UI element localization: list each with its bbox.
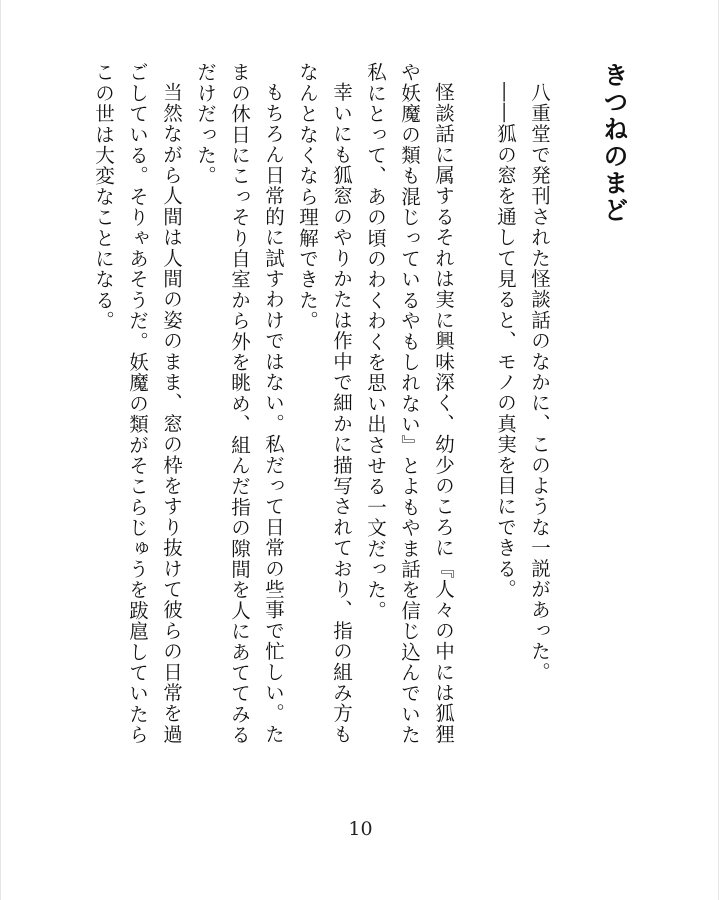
paragraph-1: 怪談話に属するそれは実に興味深く、幼少のころに『人々の中には狐狸や妖魔の類も混じっているやもしれない』とよもやま話を信じ込んでいた私にとって、あの頃のわくわくを思い出させる一文だった。 bbox=[364, 62, 455, 746]
paragraph-4: 当然ながら人間は人間の姿のまま、窓の枠をすり抜けて彼らの日常を過ごしている。そりゃあそうだ。妖魔の類がそこらじゅうを跋扈していたらこの世は大変なことになる。 bbox=[92, 62, 183, 746]
intro-block bbox=[488, 62, 556, 762]
vertical-text-area bbox=[83, 62, 628, 762]
paragraph-3: もちろん日常的に試すわけではない。私だって日常の些事で忙しい。たまの休日にこっそり自室から外を眺め、組んだ指の隙間を人にあててみるだけだった。 bbox=[194, 62, 285, 746]
chapter-title: きつねのまど bbox=[600, 62, 629, 224]
intro-line-2: ――狐の窓を通して見ると、モノの真実を目にできる。 bbox=[494, 81, 517, 599]
blank-line bbox=[460, 62, 488, 762]
intro-line-1: 八重堂で発刊された怪談話のなかに、このような一説があった。 bbox=[528, 81, 551, 682]
paragraph-2: 幸いにも狐窓のやりかたは作中で細かに描写されており、指の組み方もなんとなくなら理解できた。 bbox=[296, 62, 353, 744]
page-number: 10 bbox=[348, 818, 373, 840]
